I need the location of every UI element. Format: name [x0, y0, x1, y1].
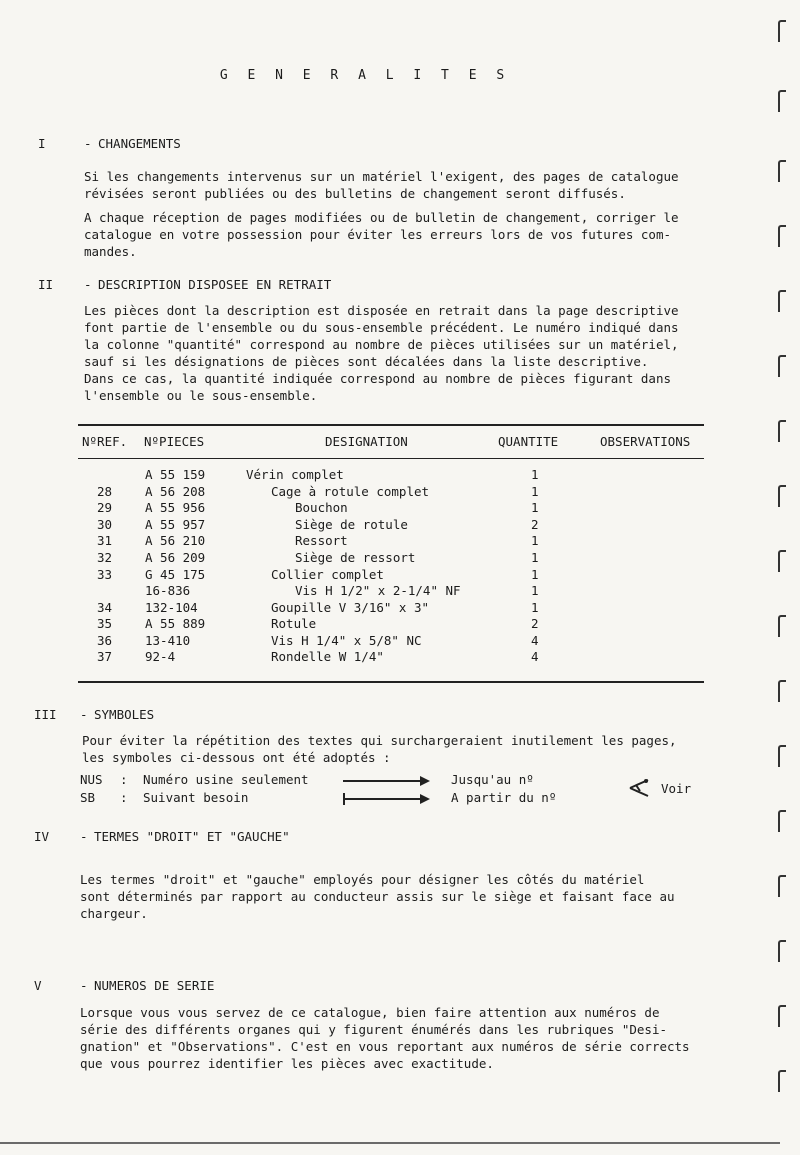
- section-heading-description: II - DESCRIPTION DISPOSEE EN RETRAIT: [38, 277, 332, 292]
- header-quantite: QUANTITE: [498, 434, 559, 449]
- symbol-nus-abbr: NUS: [80, 772, 103, 787]
- section-heading-changements: I - CHANGEMENTS: [38, 136, 181, 151]
- binding-rings: [774, 20, 792, 1150]
- section-heading-numeros: V - NUMEROS DE SERIE: [34, 978, 215, 993]
- header-ref: NºREF.: [82, 434, 128, 449]
- symbol-sb-abbr: SB: [80, 790, 96, 805]
- symbol-nus-text: Numéro usine seulement: [143, 772, 309, 787]
- symbol-voir-label: Voir: [661, 781, 692, 796]
- header-designation: DESIGNATION: [325, 434, 408, 449]
- symboles-paragraph: Pour éviter la répétition des textes qui surchargeraient inutilement les pages, les symboles ci-dessous ont été adoptés :: [82, 733, 677, 765]
- table-top-rule: [78, 424, 704, 426]
- numeros-paragraph: Lorsque vous vous servez de ce catalogue, bien faire attention aux numéros de série des différents organes qui y figurent énumérés dans les rubriques "Desi- gnation" et "Observations". C'est en vous reportant aux numéros de série corrects que vous pourrez identifier les pièces avec exactitude.: [80, 1005, 690, 1071]
- voir-pointer-icon: [628, 777, 654, 799]
- catalogue-page: G E N E R A L I T E S I - CHANGEMENTS Si les changements intervenus sur un matériel l'exigent, des pages de catalogue révisées seront publiées ou des bulletins de changement seront diffusés. A chaque réception de pages modifiées ou de bulletin de changement, corriger le catalogue en votre possession pour éviter les erreurs lors de vos futures com- mandes. II - DESCRIPTION DISPOSEE EN RETRAIT Les pièces dont la description est disposée en retrait dans la page descriptive font partie de l'ensemble ou du sous-ensemble précédent. Le numéro indiqué dans la colonne "quantité" correspond au nombre de pièces utilisées sur un matériel, sauf si les désignations de pièces sont décalées dans la liste descriptive. Dans ce cas, la quantité indiquée correspond au nombre de pièces figurant dans l'ensemble ou le sous-ensemble. NºREF. NºPIECES DESIGNATION QUANTITE OBSERVATIONS A 55 159 Vérin complet 1 28 A 56 208 Cage à rotule complet 1 29 A 55 956 Bouchon 1 30 A 55 957 Siège de rotule 2 31 A 56 210 Ressort 1 32 A 56 209 Siège de ressort 1 33 G 45 175 Collier complet 1 16-836 Vis H 1/2" x 2-1/4" NF 1 34 132-104 Goupille V 3/16" x 3" 1 35 A 55 889 Rotule 2 36 13-410 Vis H 1/4" x 5/8" NC 4 37 92-4 Rondelle W 1/4" 4 III - SYMBOLES Pour éviter la répétition des textes qui surchargeraient inutilement les pages, les symboles ci-dessous ont été adoptés : NUS : Numéro usine seulement SB : Suivant besoin Jusqu'au nº A partir du nº Voir IV - TERMES "DROIT" ET "GAUCHE" Les termes "droit" et "gauche" employés pour désigner les côtés du matériel sont déterminés par rapport au conducteur assis sur le siège et faisant face au chargeur. V - NUMEROS DE SERIE Lorsque vous vous servez de ce catalogue, bien faire attention aux numéros de série des différents organes qui y figurent énumérés dans les rubriques "Desi- gnation" et "Observations". C'est en vous reportant aux numéros de série corrects que vous pourrez identifier les pièces avec exactitude.: [0, 0, 800, 1155]
- symbol-apartir-label: A partir du nº: [451, 790, 557, 805]
- symbol-nus-colon: :: [120, 772, 128, 787]
- header-pieces: NºPIECES: [144, 434, 205, 449]
- page-bottom-edge: [0, 1142, 780, 1144]
- symbol-sb-text: Suivant besoin: [143, 790, 249, 805]
- changements-paragraph-2: A chaque réception de pages modifiées ou de bulletin de changement, corriger le catalogue en votre possession pour éviter les erreurs lors de vos futures com- mandes.: [84, 210, 679, 259]
- changements-paragraph-1: Si les changements intervenus sur un matériel l'exigent, des pages de catalogue révisées seront publiées ou des bulletins de changement seront diffusés.: [84, 169, 679, 201]
- header-observations: OBSERVATIONS: [600, 434, 691, 449]
- symbol-jusqu-label: Jusqu'au nº: [451, 772, 534, 787]
- section-heading-termes: IV - TERMES "DROIT" ET "GAUCHE": [34, 829, 290, 844]
- symbol-sb-colon: :: [120, 790, 128, 805]
- page-title: G E N E R A L I T E S: [219, 68, 511, 83]
- table-header-rule: [78, 458, 704, 459]
- section-heading-symboles: III - SYMBOLES: [34, 707, 155, 722]
- termes-paragraph: Les termes "droit" et "gauche" employés pour désigner les côtés du matériel sont déterminés par rapport au conducteur assis sur le siège et faisant face au chargeur.: [80, 872, 675, 921]
- table-bottom-rule: [78, 681, 704, 683]
- description-paragraph: Les pièces dont la description est disposée en retrait dans la page descriptive font partie de l'ensemble ou du sous-ensemble précédent. Le numéro indiqué dans la colonne "quantité" correspond au nombre de pièces utilisées sur un matériel, sauf si les désignations de pièces sont décalées dans la liste descriptive. Dans ce cas, la quantité indiquée correspond au nombre de pièces figurant dans l'ensemble ou le sous-ensemble.: [84, 303, 679, 403]
